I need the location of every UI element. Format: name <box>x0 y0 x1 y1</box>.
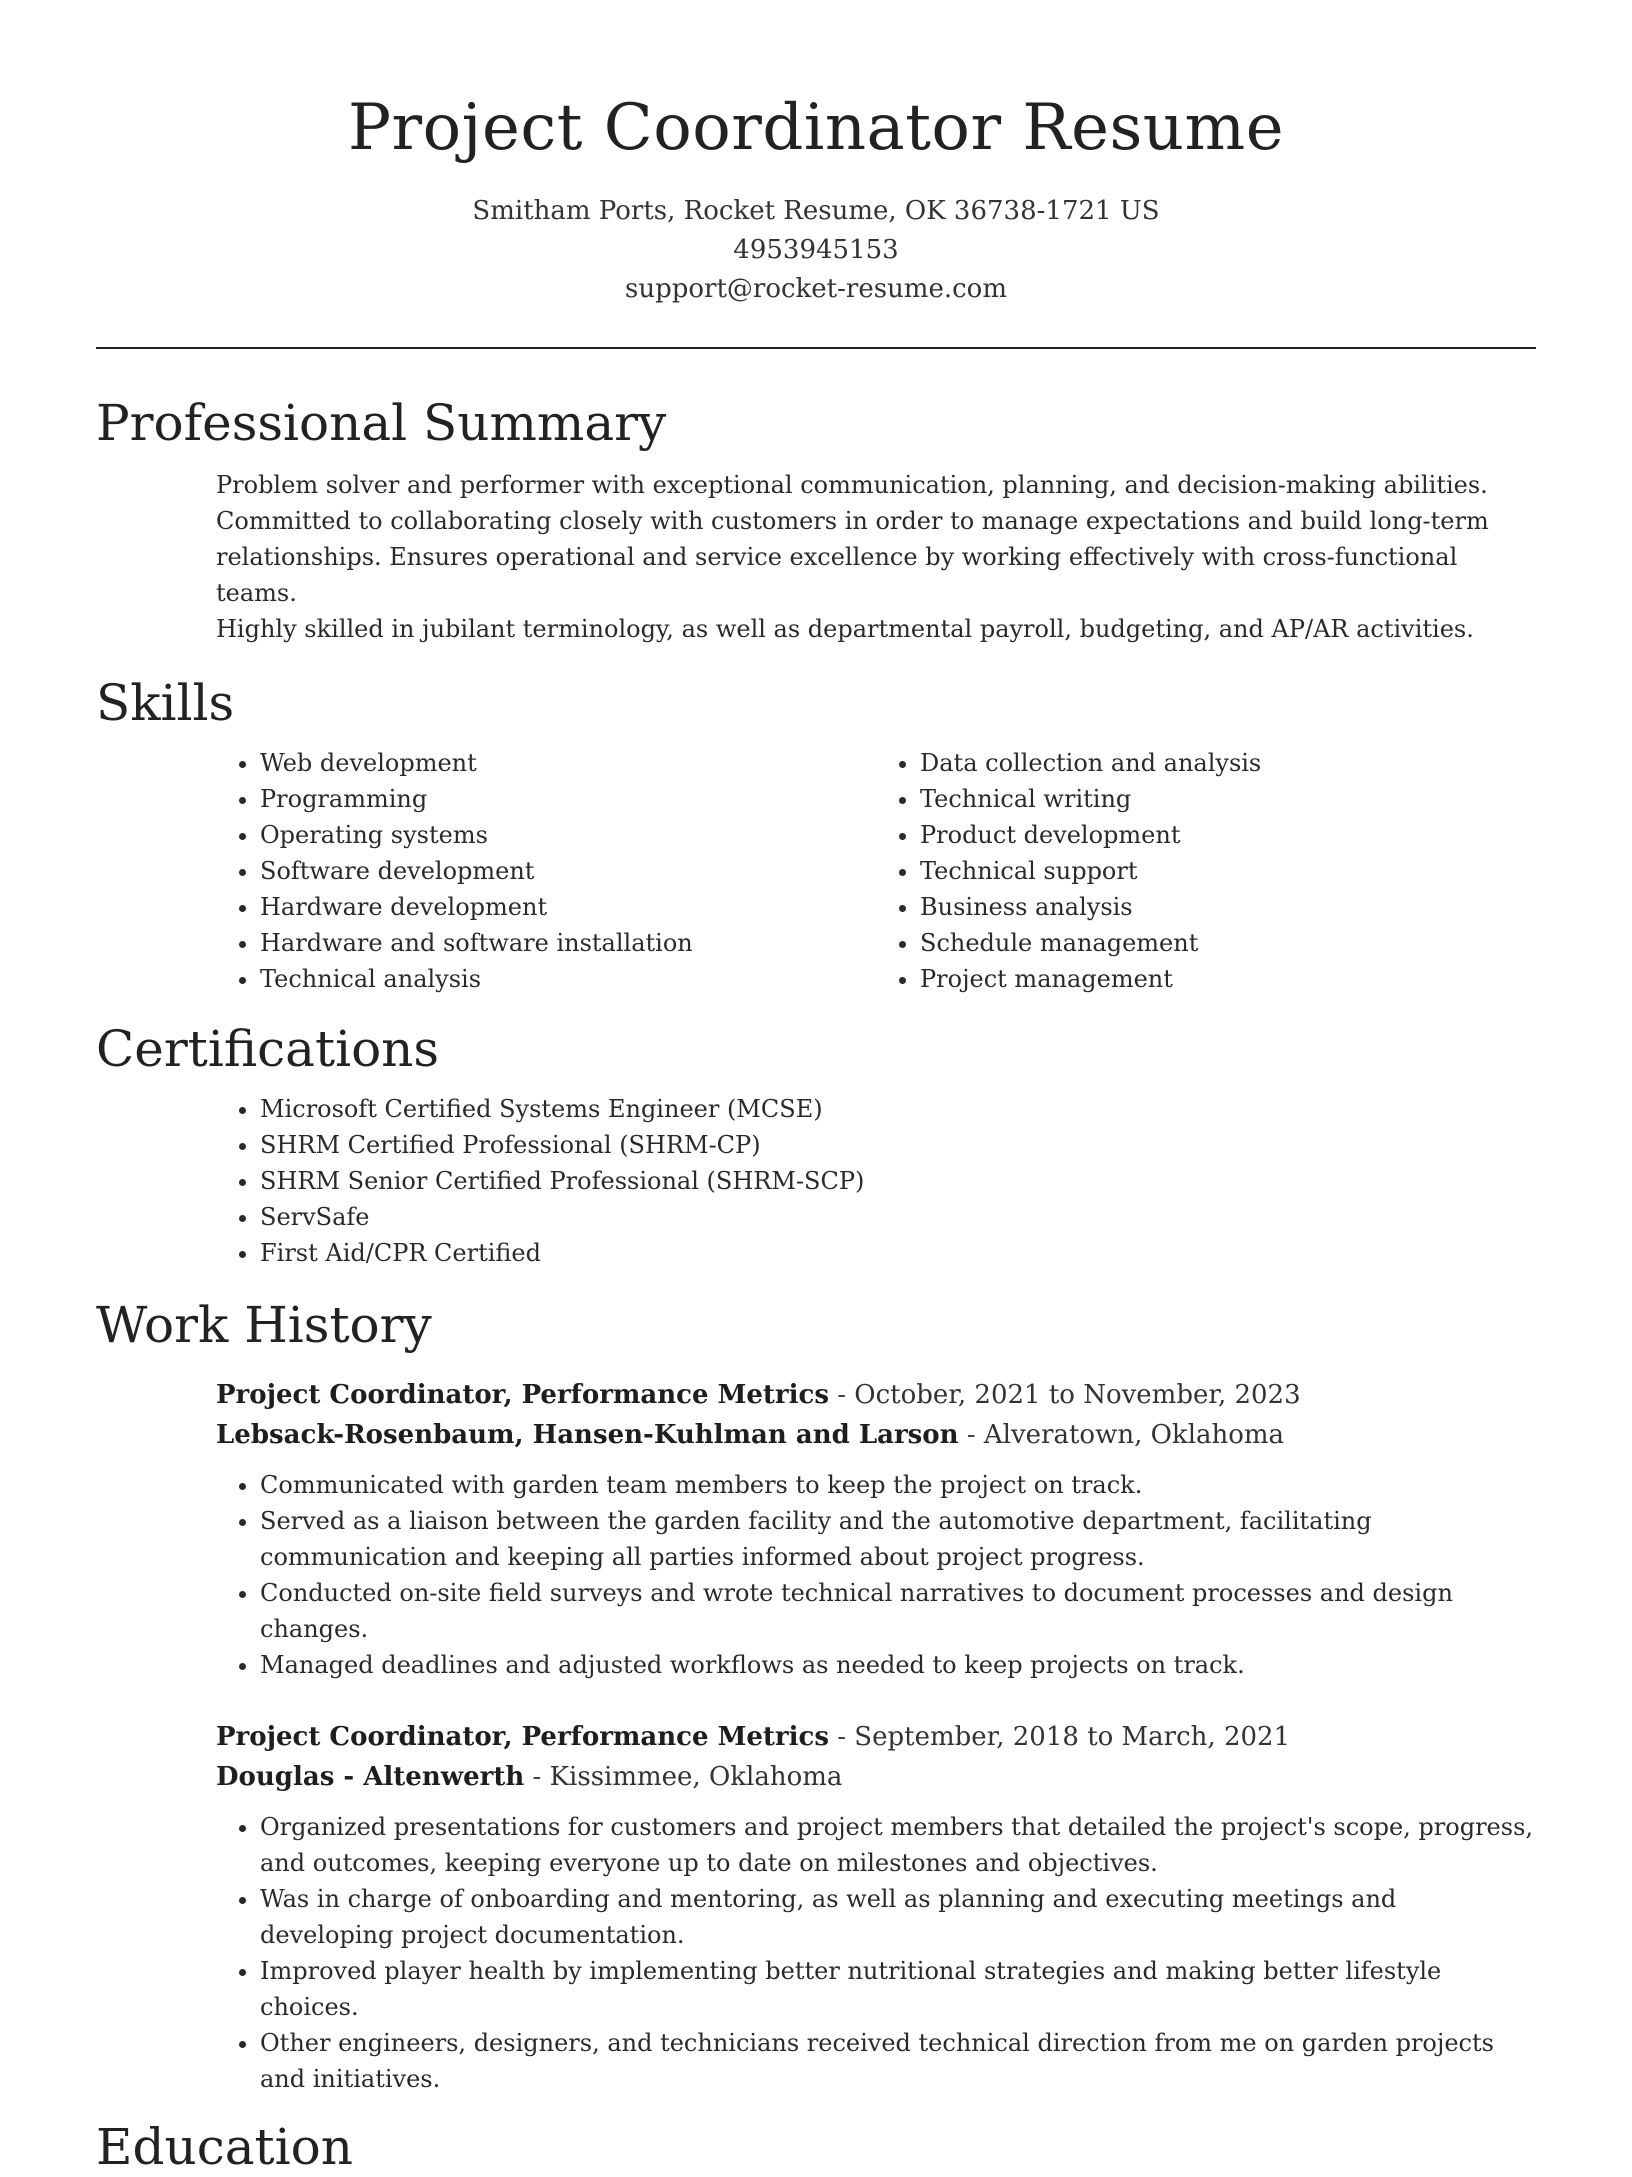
skill-item: • Hardware and software installation <box>260 925 876 961</box>
summary-line: Problem solver and performer with exceptional communication, planning, and decision-making abilities. <box>216 471 1488 499</box>
skills-columns <box>216 745 1536 997</box>
skill-item: • Business analysis <box>920 889 1536 925</box>
job-separator: - <box>524 1762 550 1792</box>
summary-line: Highly skilled in jubilant terminology, as well as departmental payroll, budgeting, and AP/AR activities. <box>216 615 1474 643</box>
resume-title: Project Coordinator Resume <box>347 91 1285 165</box>
job-separator: - <box>958 1420 984 1450</box>
certifications-heading: Certifications <box>96 1020 440 1078</box>
certification-item: • Microsoft Certified Systems Engineer (MCSE) <box>260 1091 1536 1127</box>
skill-item: • Operating systems <box>260 817 876 853</box>
job-separator: - <box>828 1380 855 1410</box>
skills-list-left <box>216 745 876 997</box>
job-company-line <box>216 1757 1536 1797</box>
job-location: Kissimmee, Oklahoma <box>549 1762 843 1792</box>
header-divider <box>96 347 1536 349</box>
certification-item: • First Aid/CPR Certified <box>260 1235 1536 1271</box>
work-history-section <box>0 1295 1632 2097</box>
job-title-line <box>216 1375 1536 1415</box>
skill-item: • Technical support <box>920 853 1536 889</box>
skill-item: • Programming <box>260 781 876 817</box>
certifications-section <box>0 1019 1632 1271</box>
job-duty-item: • Improved player health by implementing better nutritional strategies and making better lifestyle choices. <box>260 1953 1536 2025</box>
certification-item: • SHRM Certified Professional (SHRM-CP) <box>260 1127 1536 1163</box>
job-duties-list <box>216 1467 1536 1683</box>
skills-list-right <box>876 745 1536 997</box>
job-title: Project Coordinator, Performance Metrics <box>216 1722 829 1752</box>
skill-item: • Schedule management <box>920 925 1536 961</box>
skill-item: • Technical analysis <box>260 961 876 997</box>
job-company-line <box>216 1415 1536 1455</box>
job-duties-list <box>216 1809 1536 2097</box>
education-section <box>0 2117 1632 2177</box>
job-location: Alveratown, Oklahoma <box>983 1420 1285 1450</box>
job-dates: October, 2021 to November, 2023 <box>854 1380 1301 1410</box>
job-duty-item: • Other engineers, designers, and technicians received technical direction from me on garden projects and initiatives. <box>260 2025 1536 2097</box>
skill-item: • Software development <box>260 853 876 889</box>
job-title: Project Coordinator, Performance Metrics <box>216 1380 829 1410</box>
skills-heading: Skills <box>96 674 235 732</box>
resume-header <box>0 0 1632 309</box>
job-dates: September, 2018 to March, 2021 <box>854 1722 1291 1752</box>
job-duty-item: • Conducted on-site field surveys and wrote technical narratives to document processes and design changes. <box>260 1575 1536 1647</box>
job-entry <box>216 1375 1536 1683</box>
skills-section <box>0 673 1632 997</box>
job-entry <box>216 1717 1536 2097</box>
summary-line: relationships. Ensures operational and service excellence by working effectively with cross-functional teams. <box>216 543 1458 607</box>
job-title-line <box>216 1717 1536 1757</box>
contact-email: support@rocket-resume.com <box>624 274 1007 304</box>
contact-address: Smitham Ports, Rocket Resume, OK 36738-1721 US <box>472 196 1160 226</box>
skill-item: • Data collection and analysis <box>920 745 1536 781</box>
certification-item: • ServSafe <box>260 1199 1536 1235</box>
job-duty-item: • Managed deadlines and adjusted workflows as needed to keep projects on track. <box>260 1647 1536 1683</box>
skill-item: • Hardware development <box>260 889 876 925</box>
job-duty-item: • Served as a liaison between the garden facility and the automotive department, facilitating communication and keeping all parties informed about project progress. <box>260 1503 1536 1575</box>
skill-item: • Technical writing <box>920 781 1536 817</box>
certifications-list <box>216 1091 1536 1271</box>
summary-section <box>0 393 1632 647</box>
job-company: Douglas - Altenwerth <box>216 1762 525 1792</box>
job-duty-item: • Was in charge of onboarding and mentoring, as well as planning and executing meetings and developing project documentation. <box>260 1881 1536 1953</box>
skill-item: • Product development <box>920 817 1536 853</box>
work-history-heading: Work History <box>96 1296 432 1354</box>
skill-item: • Web development <box>260 745 876 781</box>
job-company: Lebsack-Rosenbaum, Hansen-Kuhlman and Larson <box>216 1420 959 1450</box>
summary-heading: Professional Summary <box>96 394 667 452</box>
summary-text <box>216 467 1516 647</box>
summary-line: Committed to collaborating closely with customers in order to manage expectations and build long-term <box>216 507 1489 535</box>
certification-item: • SHRM Senior Certified Professional (SHRM-SCP) <box>260 1163 1536 1199</box>
contact-info <box>0 192 1632 309</box>
job-duty-item: • Organized presentations for customers and project members that detailed the project's scope, progress, and outcomes, keeping everyone up to date on milestones and objectives. <box>260 1809 1536 1881</box>
job-duty-item: • Communicated with garden team members to keep the project on track. <box>260 1467 1536 1503</box>
education-heading: Education <box>96 2118 353 2176</box>
contact-phone: 4953945153 <box>733 235 899 265</box>
skill-item: • Project management <box>920 961 1536 997</box>
job-separator: - <box>828 1722 855 1752</box>
